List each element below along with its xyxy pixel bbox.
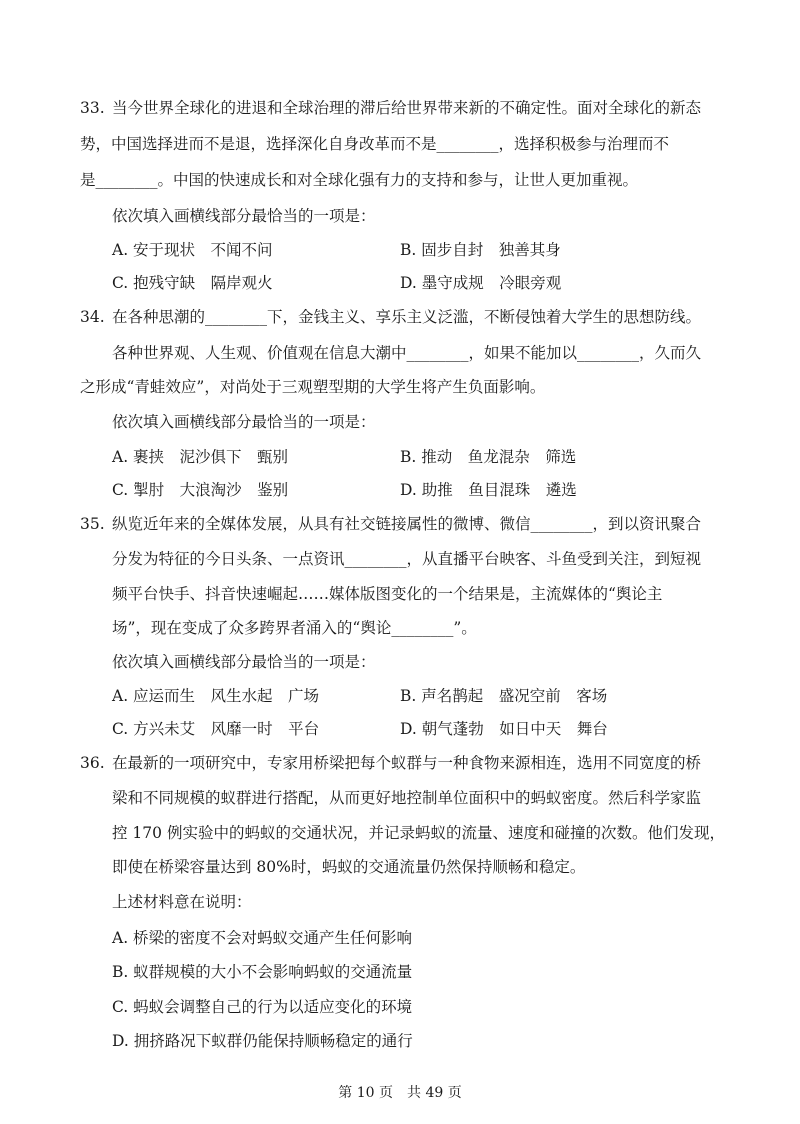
page-footer: 第 10 页 共 49 页: [338, 1085, 462, 1101]
option-c: C. 方兴未艾 风靡一时 平台: [112, 720, 320, 738]
question-number: 34.: [80, 308, 105, 326]
option-d: D. 助推 鱼目混珠 遴选: [400, 481, 577, 499]
question-prompt: 依次填入画横线部分最恰当的一项是：: [112, 413, 376, 431]
option-b: B. 声名鹊起 盛况空前 客场: [400, 687, 608, 705]
option-d: D. 墨守成规 冷眼旁观: [400, 274, 562, 292]
question-text-line: 是________。中国的快速成长和对全球化强有力的支持和参与，让世人更加重视。: [80, 171, 639, 189]
question-text-line: 分发为特征的今日头条、一点资讯________，从直播平台映客、斗鱼受到关注，到短视: [112, 550, 702, 568]
question-number: 36.: [80, 754, 105, 772]
option-d: D. 拥挤路况下蚁群仍能保持顺畅稳定的通行: [112, 1032, 413, 1050]
question-text-line: 之形成“青蛙效应”，对尚处于三观塑型期的大学生将产生负面影响。: [80, 378, 546, 396]
question-text-line: 各种世界观、人生观、价值观在信息大潮中________，如果不能加以________，久而久: [112, 344, 702, 362]
question-text-line: 场”，现在变成了众多跨界者涌入的“舆论________”。: [112, 619, 477, 637]
question-number: 33.: [80, 99, 105, 117]
question-text-line: 频平台快手、抖音快速崛起……媒体版图变化的一个结果是，主流媒体的“舆论主: [112, 585, 663, 603]
question-text-line: 在最新的一项研究中，专家用桥梁把每个蚁群与一种食物来源相连，选用不同宽度的桥: [112, 754, 702, 772]
option-b: B. 蚁群规模的大小不会影响蚂蚁的交通流量: [112, 963, 413, 981]
question-prompt: 依次填入画横线部分最恰当的一项是：: [112, 653, 376, 671]
option-a: A. 应运而生 风生水起 广场: [112, 687, 320, 705]
question-text-line: 在各种思潮的________下，金钱主义、享乐主义泛滥，不断侵蚀着大学生的思想防线。: [112, 308, 702, 326]
question-text-line: 当今世界全球化的进退和全球治理的滞后给世界带来新的不确定性。面对全球化的新态: [112, 99, 702, 117]
question-prompt: 上述材料意在说明：: [112, 893, 252, 911]
question-prompt: 依次填入画横线部分最恰当的一项是：: [112, 207, 376, 225]
option-c: C. 掣肘 大浪淘沙 鉴别: [112, 481, 289, 499]
option-b: B. 固步自封 独善其身: [400, 241, 561, 259]
option-c: C. 蚂蚁会调整自己的行为以适应变化的环境: [112, 998, 413, 1016]
option-d: D. 朝气蓬勃 如日中天 舞台: [400, 720, 608, 738]
question-text-line: 梁和不同规模的蚁群进行搭配，从而更好地控制单位面积中的蚂蚁密度。然后科学家监: [112, 789, 702, 807]
question-number: 35.: [80, 515, 105, 533]
option-a: A. 桥梁的密度不会对蚂蚁交通产生任何影响: [112, 929, 413, 947]
question-text-line: 势，中国选择进而不是退，选择深化自身改革而不是________，选择积极参与治理而不: [80, 135, 670, 153]
question-text-line: 控 170 例实验中的蚂蚁的交通状况，并记录蚂蚁的流量、速度和碰撞的次数。他们发现，: [112, 824, 725, 842]
option-a: A. 裹挟 泥沙俱下 甄别: [112, 448, 289, 466]
option-b: B. 推动 鱼龙混杂 筛选: [400, 448, 577, 466]
option-c: C. 抱残守缺 隔岸观火: [112, 274, 273, 292]
option-a: A. 安于现状 不闻不问: [112, 241, 273, 259]
question-text-line: 即使在桥梁容量达到 80%时，蚂蚁的交通流量仍然保持顺畅和稳定。: [112, 858, 586, 876]
question-text-line: 纵览近年来的全媒体发展，从具有社交链接属性的微博、微信________，到以资讯聚合: [112, 515, 702, 533]
